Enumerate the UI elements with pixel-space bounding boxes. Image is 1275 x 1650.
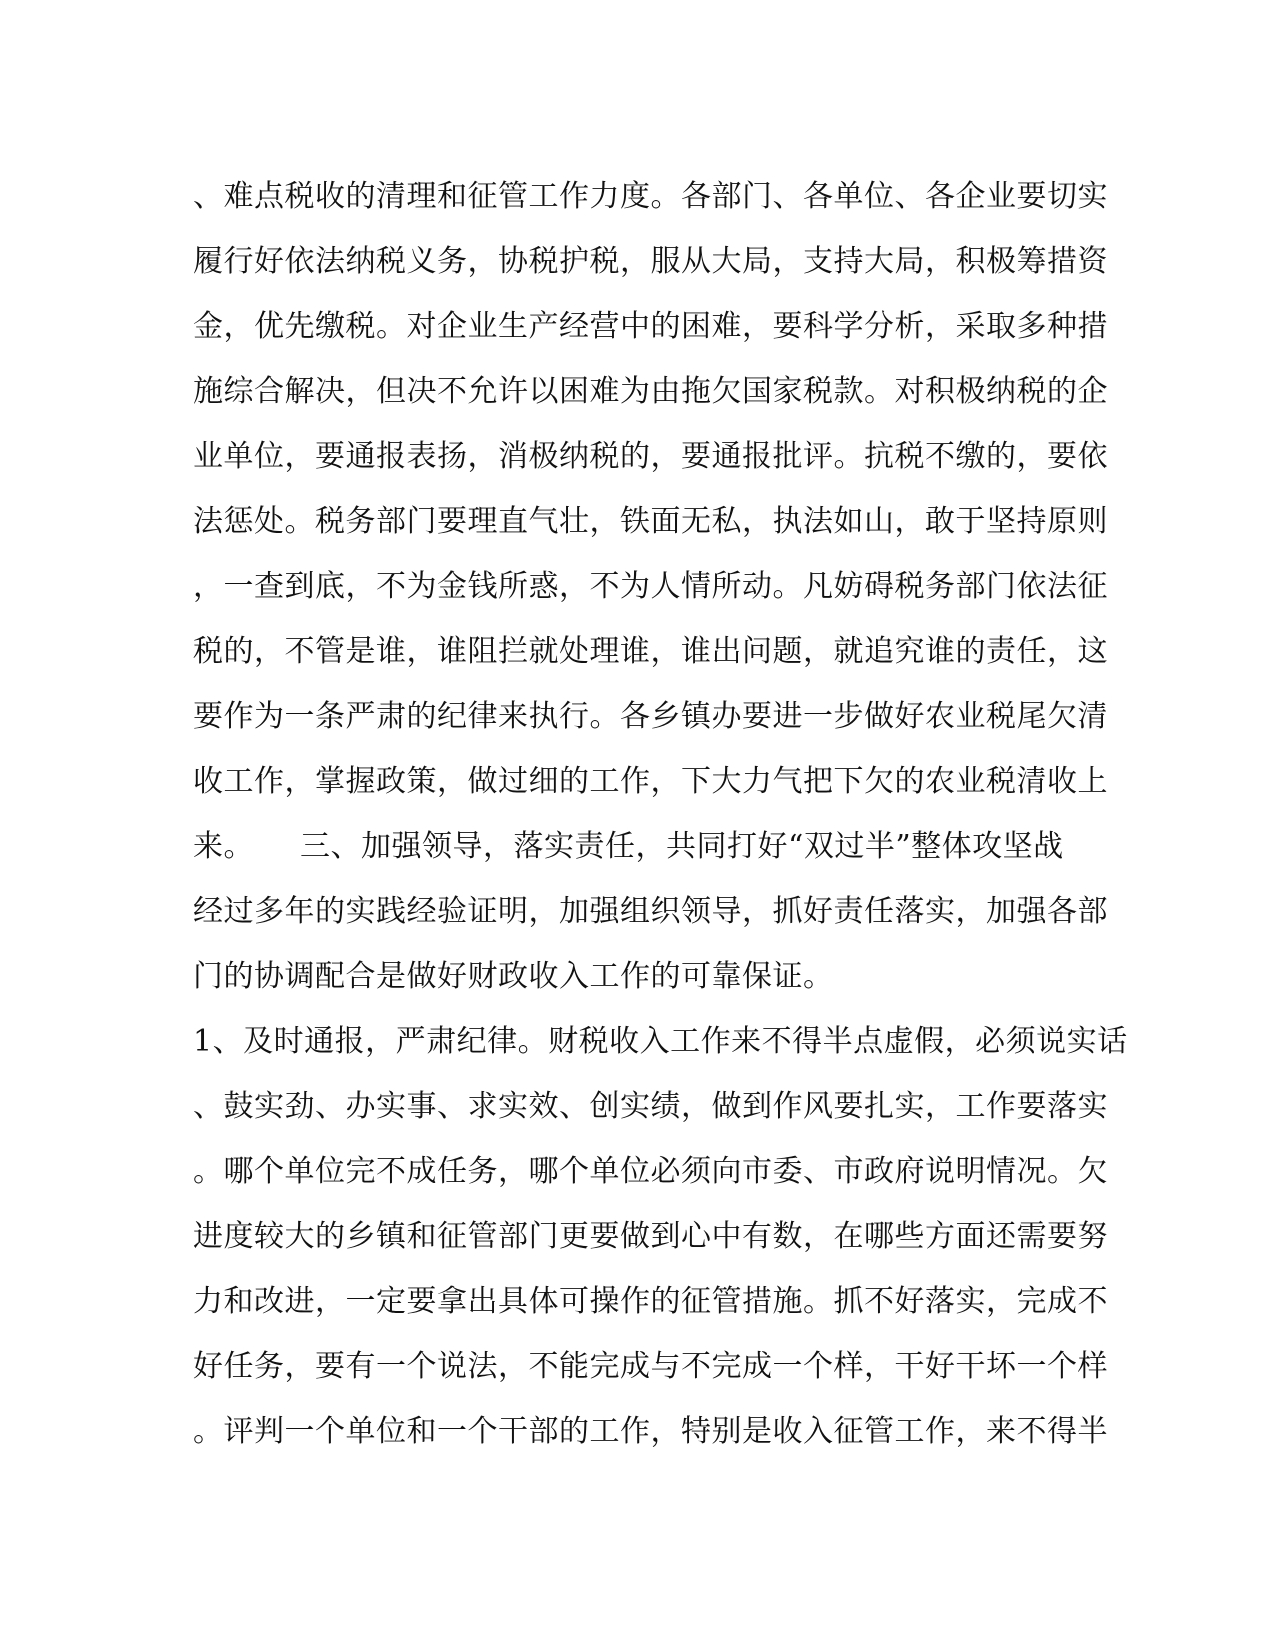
text-line: 收工作，掌握政策，做过细的工作，下大力气把下欠的农业税清收上: [193, 764, 1108, 799]
text-line: 、难点税收的清理和征管工作力度。各部门、各单位、各企业要切实: [193, 179, 1108, 214]
text-line: 。哪个单位完不成任务，哪个单位必须向市委、市政府说明情况。欠: [193, 1154, 1108, 1189]
text-line: 来。 三、加强领导，落实责任，共同打好“双过半”整体攻坚战: [193, 829, 1064, 864]
text-line: 1、及时通报，严肃纪律。财税收入工作来不得半点虚假，必须说实话: [193, 1024, 1128, 1059]
text-line: 法惩处。税务部门要理直气壮，铁面无私，执法如山，敢于坚持原则: [193, 504, 1108, 539]
text-line: 好任务，要有一个说法，不能完成与不完成一个样，干好干坏一个样: [193, 1349, 1108, 1384]
text-line: 施综合解决，但决不允许以困难为由拖欠国家税款。对积极纳税的企: [193, 374, 1108, 409]
text-line: 门的协调配合是做好财政收入工作的可靠保证。: [193, 959, 834, 994]
text-line: 进度较大的乡镇和征管部门更要做到心中有数，在哪些方面还需要努: [193, 1219, 1108, 1254]
text-line: 要作为一条严肃的纪律来执行。各乡镇办要进一步做好农业税尾欠清: [193, 699, 1108, 734]
body-text: [193, 164, 1128, 1464]
text-line: 履行好依法纳税义务，协税护税，服从大局，支持大局，积极筹措资: [193, 244, 1108, 279]
text-line: ，一查到底，不为金钱所惑，不为人情所动。凡妨碍税务部门依法征: [193, 569, 1108, 604]
text-line: 、鼓实劲、办实事、求实效、创实绩，做到作风要扎实，工作要落实: [193, 1089, 1108, 1124]
text-line: 力和改进，一定要拿出具体可操作的征管措施。抓不好落实，完成不: [193, 1284, 1108, 1319]
text-line: 。评判一个单位和一个干部的工作，特别是收入征管工作，来不得半: [193, 1414, 1108, 1449]
text-line: 税的，不管是谁，谁阻拦就处理谁，谁出问题，就追究谁的责任，这: [193, 634, 1108, 669]
text-line: 金，优先缴税。对企业生产经营中的困难，要科学分析，采取多种措: [193, 309, 1108, 344]
text-line: 业单位，要通报表扬，消极纳税的，要通报批评。抗税不缴的，要依: [193, 439, 1108, 474]
text-line: 经过多年的实践经验证明，加强组织领导，抓好责任落实，加强各部: [193, 894, 1108, 929]
